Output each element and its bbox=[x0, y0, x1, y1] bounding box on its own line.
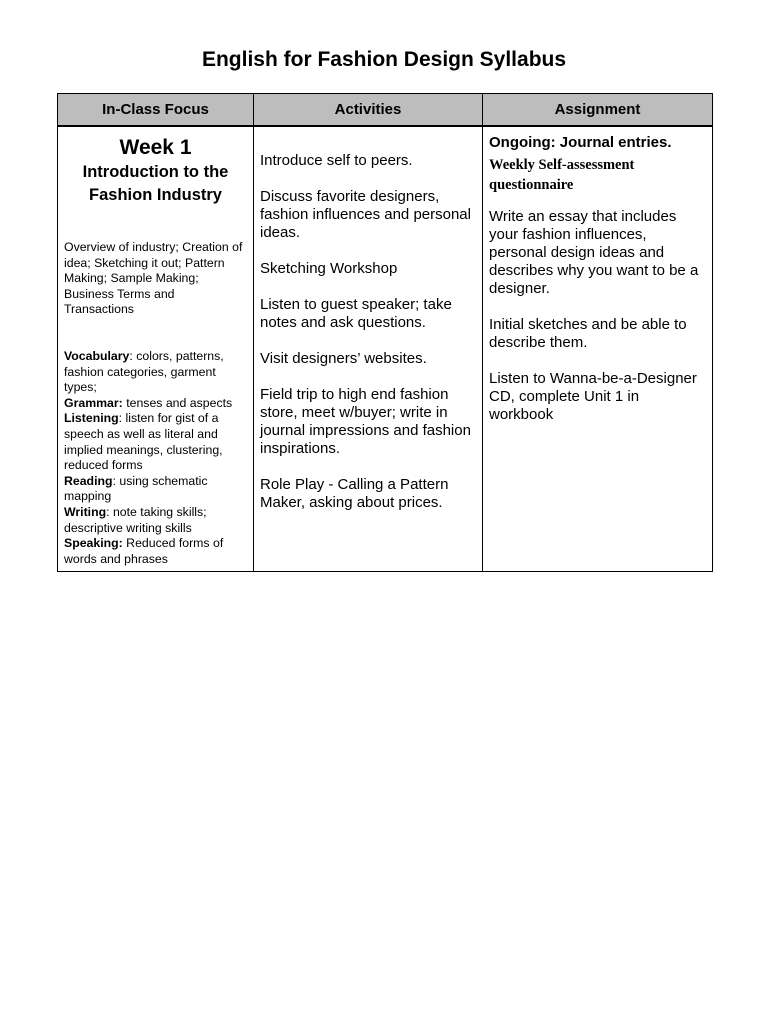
skill-item bbox=[64, 411, 247, 473]
skill-item bbox=[64, 474, 247, 505]
assignment-item: Write an essay that includes your fashion influences, personal design ideas and describes why you want to be a designer. bbox=[489, 208, 699, 297]
skill-text: : note taking skills; descriptive writing skills bbox=[64, 504, 207, 535]
skill-label: Reading bbox=[64, 473, 113, 488]
assignment-item: Initial sketches and be able to describe them. bbox=[489, 316, 687, 351]
activity-item: Introduce self to peers. bbox=[260, 152, 413, 169]
table-row bbox=[58, 126, 713, 571]
skill-text: Reduced forms of words and phrases bbox=[64, 536, 224, 566]
activities-cell bbox=[254, 126, 483, 571]
skill-item bbox=[64, 396, 247, 412]
skill-item bbox=[64, 349, 247, 396]
activity-item: Field trip to high end fashion store, meet w/buyer; write in journal impressions and fashion inspirations. bbox=[260, 386, 471, 457]
skills-list bbox=[64, 349, 247, 567]
activity-item: Visit designers’ websites. bbox=[260, 350, 427, 367]
focus-cell bbox=[58, 126, 254, 571]
focus-overview: Overview of industry; Creation of idea; Sketching it out; Pattern Making; Sample Making; Business Terms and Transactions bbox=[64, 240, 243, 317]
activities-list bbox=[260, 152, 476, 512]
skill-label: Writing bbox=[64, 504, 107, 519]
syllabus-table bbox=[57, 93, 713, 572]
skill-item bbox=[64, 505, 247, 536]
activity-item: Listen to guest speaker; take notes and ask questions. bbox=[260, 296, 452, 331]
header-in-class-focus: In-Class Focus bbox=[58, 94, 254, 127]
page-title: English for Fashion Design Syllabus bbox=[201, 48, 567, 71]
skill-item bbox=[64, 536, 247, 567]
activity-item: Discuss favorite designers, fashion influences and personal ideas. bbox=[260, 188, 471, 241]
assignment-cell bbox=[483, 126, 713, 571]
skill-label: Grammar: bbox=[64, 395, 123, 410]
skill-text: : listen for gist of a speech as well as literal and implied meanings, clustering, reduced forms bbox=[64, 411, 223, 473]
assignment-item: Listen to Wanna-be-a-Designer CD, complete Unit 1 in workbook bbox=[489, 370, 697, 423]
week-topic: Introduction to the Fashion Industry bbox=[82, 163, 229, 204]
week-number: Week 1 bbox=[119, 136, 192, 159]
activity-item: Role Play - Calling a Pattern Maker, asking about prices. bbox=[260, 476, 449, 511]
skill-label: Vocabulary bbox=[64, 348, 130, 363]
skill-text: : colors, patterns, fashion categories, garment types; bbox=[64, 348, 224, 395]
header-assignment: Assignment bbox=[483, 94, 713, 127]
table-header-row bbox=[58, 94, 713, 127]
skill-label: Listening bbox=[64, 411, 119, 426]
activity-item: Sketching Workshop bbox=[260, 260, 398, 277]
skill-label: Speaking: bbox=[64, 536, 123, 551]
assignment-list bbox=[489, 208, 706, 424]
header-activities: Activities bbox=[254, 94, 483, 127]
weekly-assignment: Weekly Self-assessment questionnaire bbox=[489, 157, 635, 193]
skill-text: : using schematic mapping bbox=[64, 473, 208, 504]
skill-text: tenses and aspects bbox=[122, 395, 233, 410]
ongoing-assignment: Ongoing: Journal entries. bbox=[489, 134, 672, 151]
